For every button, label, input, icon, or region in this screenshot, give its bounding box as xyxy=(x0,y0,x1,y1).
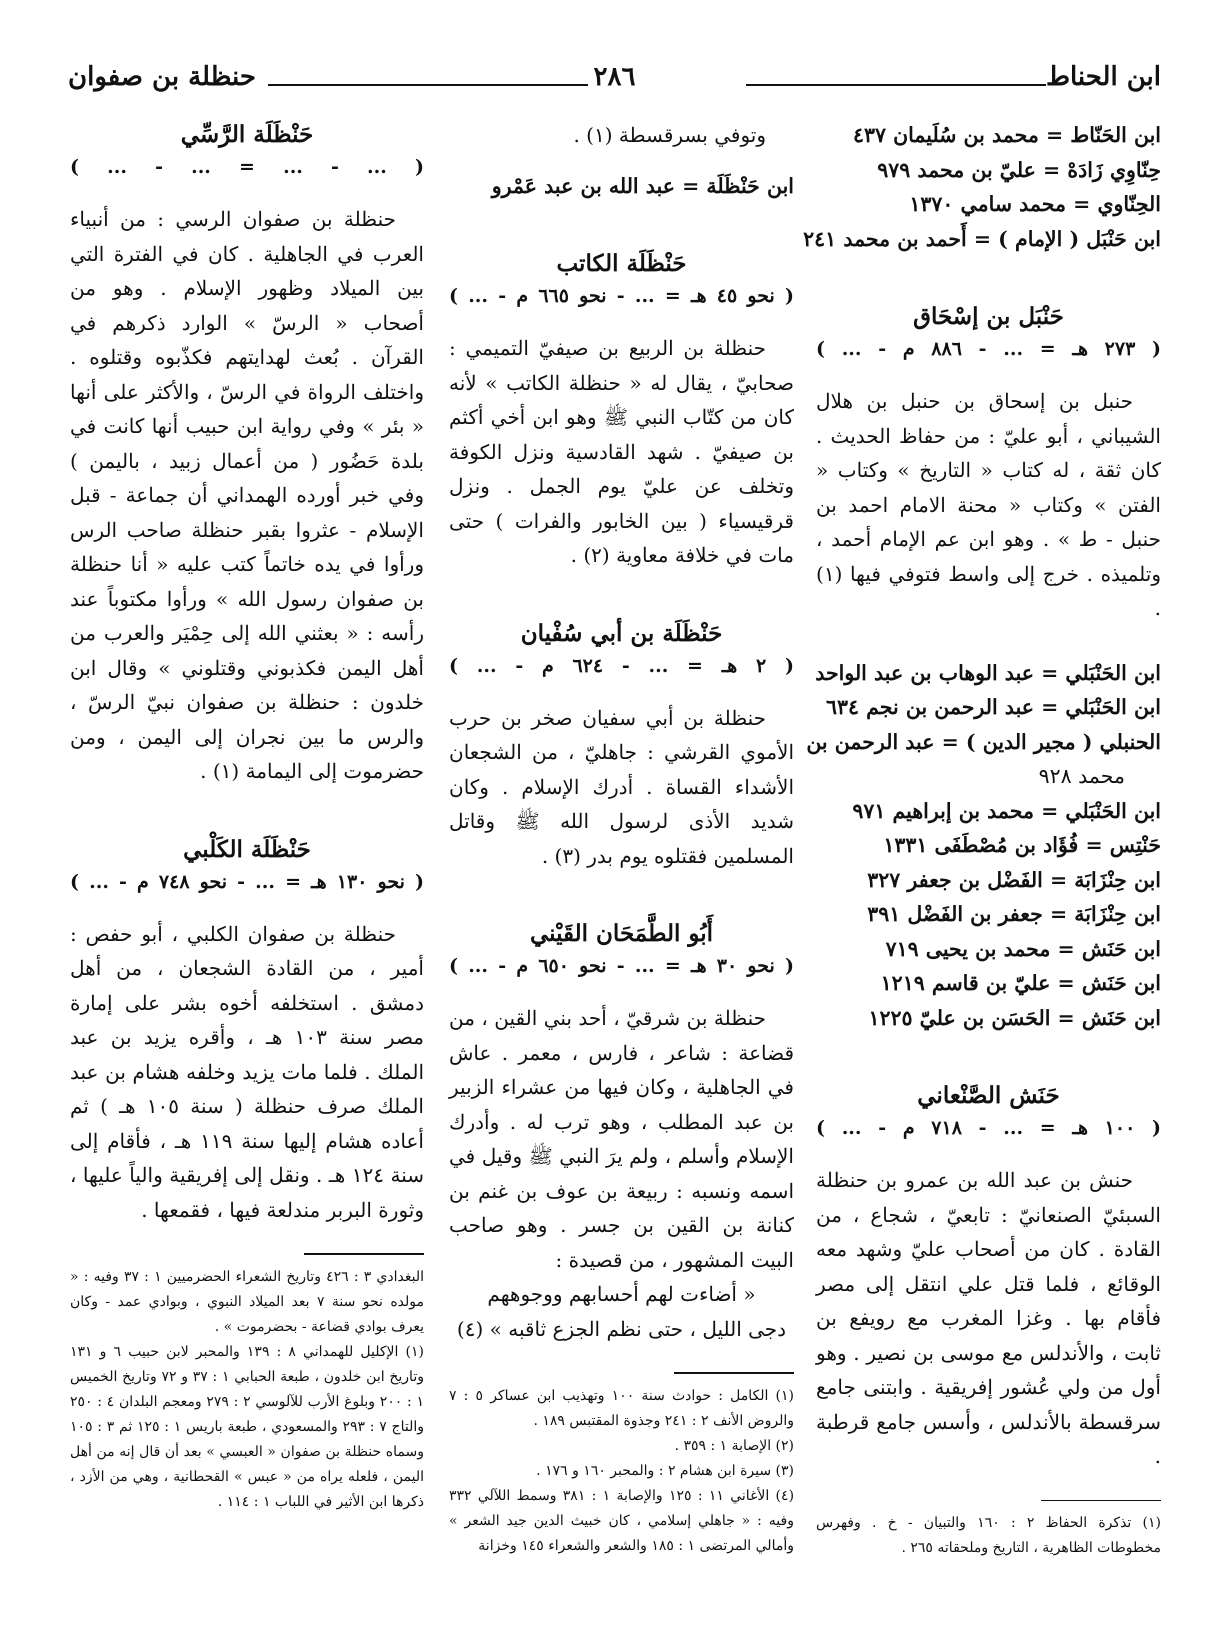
cross-reference: حِنّاوِي زَادَهْ = عليّ بن محمد ٩٧٩ xyxy=(877,157,1161,182)
entry-dates: ( ... - نحو ٤٥ هـ = ... - نحو ٦٦٥ م ) xyxy=(449,285,794,307)
cross-reference: محمد ٩٢٨ xyxy=(1038,764,1125,788)
entry-title: أَبُو الطَّمَحَان القَيْني xyxy=(529,920,714,947)
verse-line: دجى الليل ، حتى نظم الجزع ثاقبه » (٤) xyxy=(456,1316,787,1341)
footnote-rule xyxy=(304,1253,424,1255)
running-head-right: ابن الحناط xyxy=(1045,62,1161,92)
cross-reference: حَنْتِس = فُؤَاد بن مُصْطَفَى ١٣٣١ xyxy=(883,833,1161,857)
footnote-rule xyxy=(1041,1500,1161,1502)
cross-reference: ابن الحَنْبَلي = محمد بن إبراهيم ٩٧١ xyxy=(852,798,1161,823)
footnote: (١) الكامل : حوادث سنة ١٠٠ وتهذيب ابن عساكر ٥ : ٧ والروض الأنف ٢ : ٢٤١ وجذوة المقتبس ١٨٩ . xyxy=(449,1387,794,1429)
entry-title: حَنْظَلَة بن أبي سُفْيان xyxy=(520,619,723,647)
cross-reference: ابن حِنْزَابَة = الفَضْل بن جعفر ٣٢٧ xyxy=(867,867,1161,892)
running-header xyxy=(68,62,1161,102)
cross-reference: ابن الحَنْبَلي = عبد الوهاب بن عبد الواحد xyxy=(815,660,1161,685)
cross-reference: الحنبلي ( مجير الدين ) = عبد الرحمن بن xyxy=(806,729,1161,754)
entry-dates: ( ... - ... = ... - ... ) xyxy=(70,156,424,178)
entry-body: حنظلة بن صفوان الكلبي ، أبو حفص : أمير ، من القادة الشجعان ، من أهل دمشق . استخلفه أخوه بشر على إمارة مصر سنة ١٠٣ هـ ، وأقره يزيد بن عبد الملك . فلما مات يزيد وخلفه هشام بن عبد الملك صرف حنظلة ( سنة ١٠٥ هـ ) ثم أعاده هشام إليها سنة ١١٩ هـ ، فأقام إلى سنة ١٢٤ هـ . ونقل إلى إفريقية والياً عليها ، وثورة البربر مندلعة فيها ، فقمعها . xyxy=(70,921,425,1222)
cross-reference: ابن حَنَش = الحَسَن بن عليّ ١٢٢٥ xyxy=(868,1005,1161,1030)
entry-body: حنش بن عبد الله بن عمرو بن حنظلة السبئيّ الصنعانيّ : تابعيّ ، شجاع ، من القادة . كان من أصحاب عليّ وشهد معه الوقائع ، فلما قتل علي انتقل إلى مصر فأقام بها . وغزا المغرب مع رويفع بن ثابت ، والأندلس مع موسى بن نصير . وهو أول من ولي عُشور إفريقية . وابتنى جامع سرقسطة بالأندلس ، وأسس جامع قرطبة . xyxy=(816,1168,1161,1468)
header-rule-left xyxy=(268,84,588,86)
entry-title: حَنَش الصَّنْعاني xyxy=(917,1082,1060,1109)
cross-reference: ابن حَنْبَل ( الإمام ) = أَحمد بن محمد ٢٤١ xyxy=(803,226,1161,251)
column-left xyxy=(70,118,424,1515)
cross-reference: ابن الحَنْبَلي = عبد الرحمن بن نجم ٦٣٤ xyxy=(825,695,1161,719)
entry-body: حنظلة بن أبي سفيان صخر بن حرب الأموي القرشي : جاهليّ ، من الشجعان الأشداء القساة . أدرك الإسلام . وكان شديد الأذى لرسول الله ﷺ وقاتل المسلمين فقتلوه يوم بدر (٣) . xyxy=(449,705,794,868)
header-rule-right xyxy=(746,84,1046,86)
footnote: (٢) الإصابة ١ : ٣٥٩ . xyxy=(674,1437,794,1454)
entry-dates: ( ... - ٢ هـ = ... - ٦٢٤ م ) xyxy=(449,654,794,677)
entry-title: حَنْبَل بن إسْحَاق xyxy=(913,303,1064,330)
footnote-rule xyxy=(674,1372,794,1374)
entry-body: حنظلة بن الربيع بن صيفيّ التميمي : صحابيّ ، يقال له « حنظلة الكاتب » لأنه كان من كتّاب النبي ﷺ وهو ابن أخي أكثم بن صيفيّ . شهد القادسية ونزل الكوفة وتخلف عن عليّ يوم الجمل . ونزل قرقيسياء ( بين الخابور والفرات ) حتى مات في خلافة معاوية (٢) . xyxy=(449,336,794,567)
entry-dates: ( ... - نحو ٣٠ هـ = ... - نحو ٦٥٠ م ) xyxy=(449,955,794,977)
footnote: (١) تذكرة الحفاظ ٢ : ١٦٠ والتبيان - خ . وفهرس مخطوطات الظاهرية ، التاريخ وملحقاته ٢٦٥ . xyxy=(816,1515,1161,1556)
page-number: ٢٨٦ xyxy=(586,62,644,92)
verse-line: « أضاءت لهم أحسابهم ووجوههم xyxy=(487,1282,756,1306)
cross-reference: الحِنّاوي = محمد سامي ١٣٧٠ xyxy=(909,192,1161,216)
entry-title: حَنْظَلَة الكاتب xyxy=(556,250,687,277)
entry-title: حَنْظَلَة الرَّسِّي xyxy=(180,121,314,148)
cross-reference: ابن حِنْزَابَة = جعفر بن الفَضْل ٣٩١ xyxy=(867,902,1161,926)
entry-dates: ( ... - نحو ١٣٠ هـ = ... - نحو ٧٤٨ م ) xyxy=(70,870,425,893)
entry-continuation: وتوفي بسرقسطة (١) . xyxy=(573,123,766,147)
footnote: (٣) سيرة ابن هشام ٢ : والمحبر ١٦٠ و ١٧٦ . xyxy=(536,1462,794,1479)
cross-reference: ابن حَنَش = محمد بن يحيى ٧١٩ xyxy=(885,936,1161,961)
cross-reference: ابن حَنَش = عليّ بن قاسم ١٢١٩ xyxy=(880,971,1161,995)
entry-body: حنبل بن إسحاق بن حنبل بن هلال الشيباني ، أبو عليّ : من حفاظ الحديث . كان ثقة ، له كتاب « التاريخ » وكتاب « الفتن » وكتاب « محنة الامام احمد بن حنبل - ط » . وهو ابن عم الإمام أحمد ، وتلميذه . خرج إلى واسط فتوفي فيها (١) . xyxy=(816,389,1161,620)
running-head-left: حنظلة بن صفوان xyxy=(68,62,256,92)
footnote: (١) الإكليل للهمداني ٨ : ١٣٩ والمحبر لابن حبيب ٦ و ١٣١ وتاريخ ابن خلدون ، طبعة الحبابي ١ : ٣٧ و ٧٢ وتاريخ الخميس ١ : ٢٠٠ وبلوغ الأرب للآلوسي ٢ : ٢٧٩ ومعجم البلدان ٤ : ٢٥٠ والتاج ٧ : ٢٩٣ والمسعودي ، طبعة باريس ١ : ١٢٥ ثم ٣ : ١٠٥ وسماه حنظلة بن صفوان « العبسي » بعد أن قال إنه من أهل اليمن ، فلعله يراه من « عبس » القحطانية ، وهي من الأزد ، ذكرها ابن الأثير في اللباب ١ : ١١٤ . xyxy=(70,1343,424,1510)
entry-title: حَنْظَلَة الكَلْبي xyxy=(183,835,311,863)
footnote: البغدادي ٣ : ٤٢٦ وتاريخ الشعراء الحضرميين ١ : ٣٧ وفيه : « مولده نحو سنة ٧ بعد الميلاد النبوي ، وبوادي عمد - وكان يعرف بوادي قضاعة - بحضرموت » . xyxy=(70,1268,424,1335)
entry-body: حنظلة بن صفوان الرسي : من أنبياء العرب في الجاهلية . كان في الفترة التي بين الميلاد وظهور الإسلام . وهو من أصحاب « الرسّ » الوارد ذكرهم في القرآن . بُعث لهدايتهم فكذّبوه وقتلوه . واختلف الرواة في الرسّ ، والأكثر على أنها « بئر » وفي رواية ابن حبيب أنها كانت في بلدة حَضُور ( من أعمال زبيد ، باليمن ) وفي خبر أورده الهمداني أن جماعة - قبل الإسلام - عثروا بقبر حنظلة صاحب الرس ورأوا في يده خاتماً كتب عليه « أنا حنظلة بن صفوان رسول الله » ورأوا مكتوباً عند رأسه : « بعثني الله إلى حِمْيَر والعرب من أهل اليمن فكذبوني وقتلوني » وقال ابن خلدون : حنظلة بن صفوان نبيّ الرسّ ، والرس ما بين نجران إلى اليمن ، ومن حضرموت إلى اليمامة (١) . xyxy=(70,207,424,783)
column-middle xyxy=(449,118,794,1559)
footnote: (٤) الأغاني ١١ : ١٢٥ والإصابة ١ : ٣٨١ وسمط اللآلي ٣٣٢ وفيه : « جاهلي إسلامي ، كان خبيث الدين جيد الشعر » وأمالي المرتضى ١ : ١٨٥ والشعر والشعراء ١٤٥ وخزانة xyxy=(449,1487,795,1554)
entry-dates: ( ... - ٢٧٣ هـ = ... - ٨٨٦ م ) xyxy=(816,338,1161,360)
entry-body: حنظلة بن شرقيّ ، أحد بني القين ، من قضاعة : شاعر ، فارس ، معمر . عاش في الجاهلية ، وكان فيها من عشراء الزبير بن عبد المطلب ، وهو ترب له . وأدرك الإسلام وأسلم ، ولم يرَ النبي ﷺ وقيل في اسمه ونسبه : ربيعة بن عوف بن غنم بن كنانة بن القين بن جسر . وهو صاحب البيت المشهور ، من قصيدة : xyxy=(449,1006,794,1272)
cross-reference: ابن الحَنّاط = محمد بن سُلَيمان ٤٣٧ xyxy=(852,123,1161,147)
column-right xyxy=(803,118,1161,1561)
cross-reference: ابن حَنْظَلَة = عبد الله بن عبد عَمْرو xyxy=(491,173,794,198)
entry-dates: ( ... - ١٠٠ هـ = ... - ٧١٨ م ) xyxy=(816,1117,1161,1139)
